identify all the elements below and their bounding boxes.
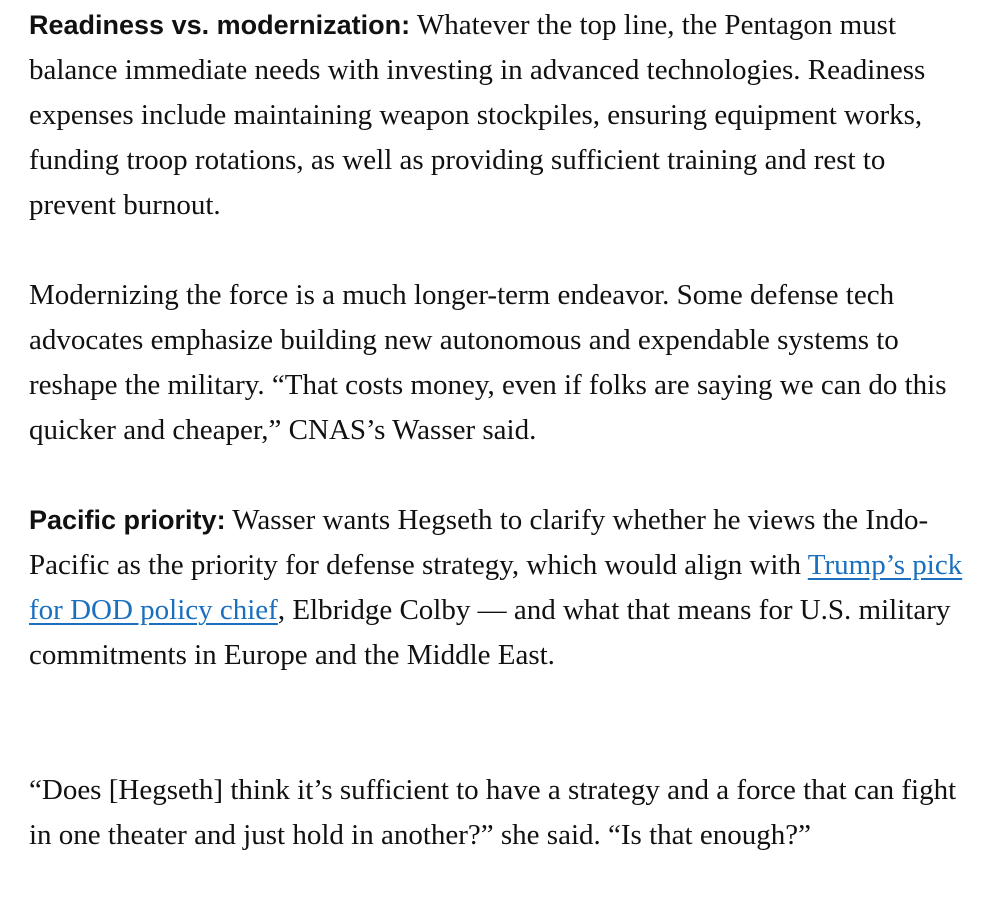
- paragraph-text-readiness: Whatever the top line, the Pentagon must balance immediate needs with investing in advanced technologies. Readiness expenses include maintaining weapon stockpiles, ensuring equipment works, funding troop rotations, as well as providing sufficient training and rest to prevent burnout.: [29, 9, 926, 221]
- paragraph-text-pacific-after-link: , Elbridge Colby — and what that means for U.S. military commitments in Europe and the Middle East.: [29, 594, 951, 671]
- paragraph-modernizing: [29, 273, 979, 453]
- paragraph-lead-readiness: Readiness vs. modernization:: [29, 10, 411, 40]
- paragraph-text-quote: “Does [Hegseth] think it’s sufficient to have a strategy and a force that can fight in one theater and just hold in another?” she said. “Is that enough?”: [29, 774, 957, 851]
- paragraph-quote-theater: [29, 768, 979, 858]
- trump-dod-policy-chief-link[interactable]: Trump’s pick for DOD policy chief: [29, 549, 963, 626]
- paragraph-pacific-priority: [29, 498, 979, 678]
- paragraph-readiness: [29, 3, 979, 228]
- paragraph-text-modernizing: Modernizing the force is a much longer-term endeavor. Some defense tech advocates emphasize building new autonomous and expendable systems to reshape the military. “That costs money, even if folks are saying we can do this quicker and cheaper,” CNAS’s Wasser said.: [29, 279, 947, 446]
- paragraph-lead-pacific: Pacific priority:: [29, 505, 226, 535]
- paragraph-text-pacific-before-link: Wasser wants Hegseth to clarify whether he views the Indo-Pacific as the priority for defense strategy, which would align with: [29, 504, 929, 581]
